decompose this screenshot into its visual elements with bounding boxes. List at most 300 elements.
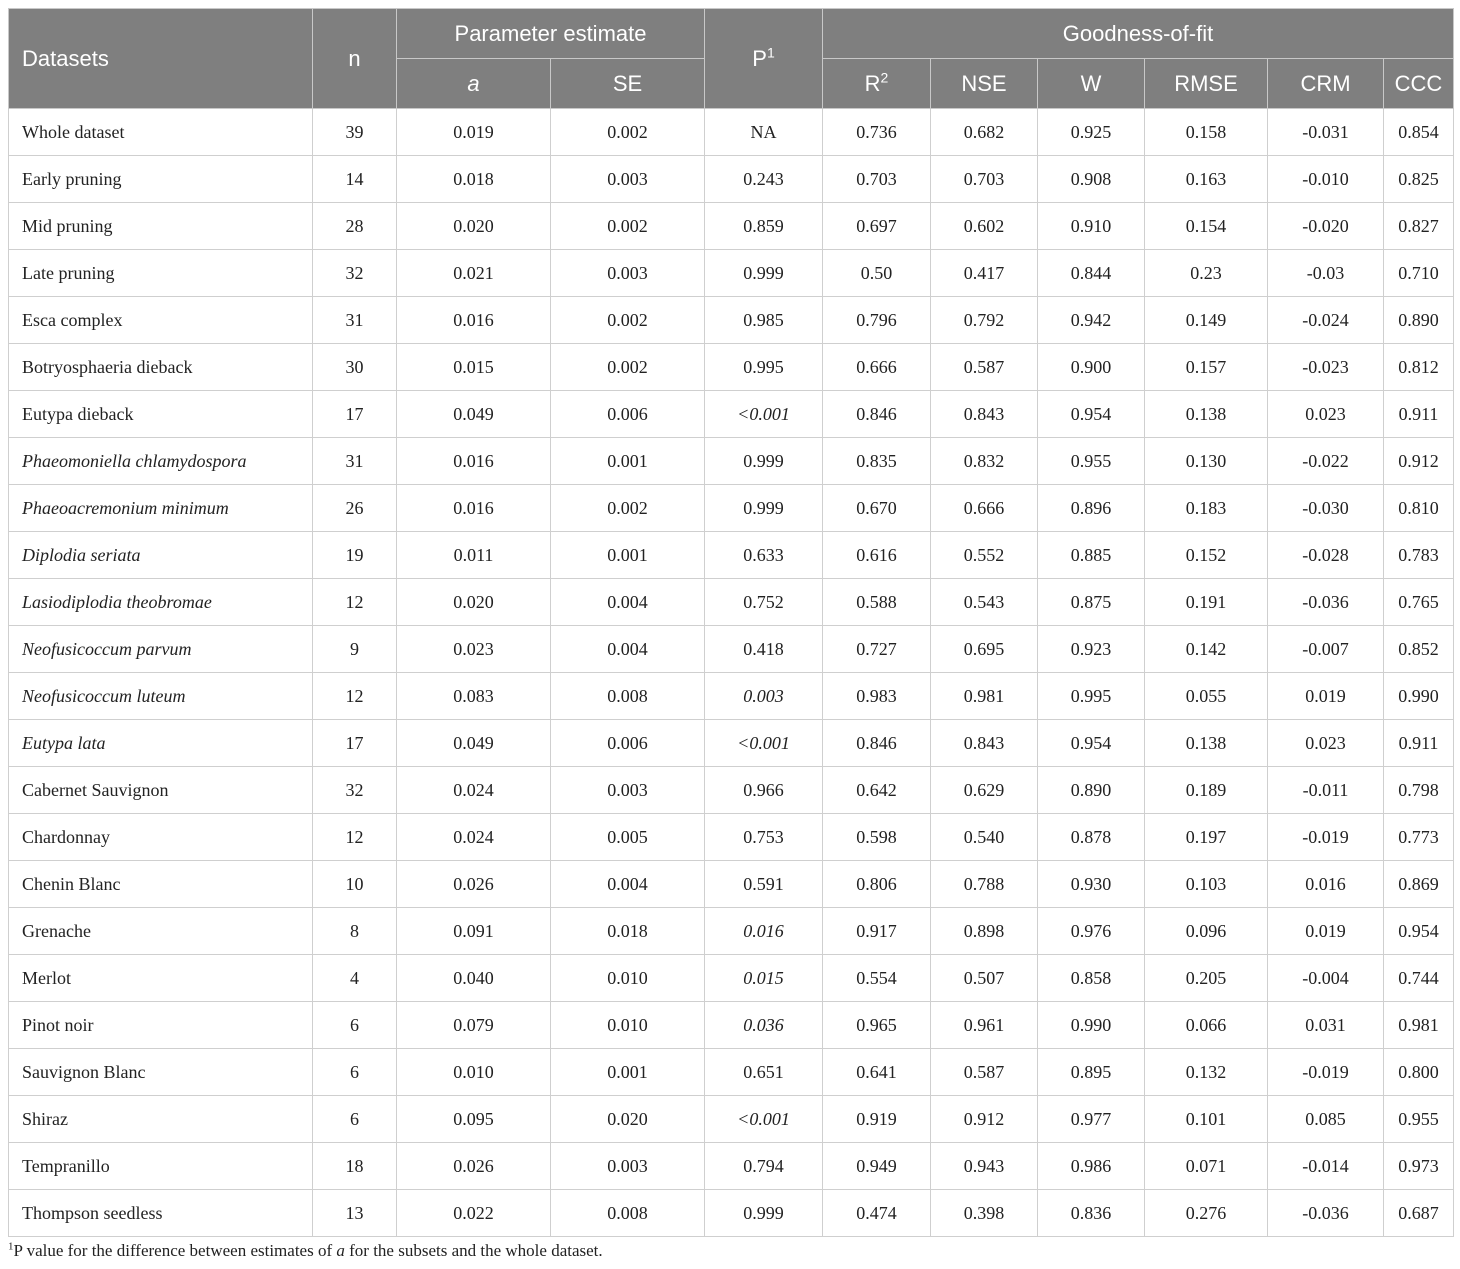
cell-w: 0.976: [1038, 908, 1145, 955]
cell-w: 0.875: [1038, 579, 1145, 626]
cell-rmse: 0.138: [1145, 720, 1268, 767]
header-p-superscript: 1: [766, 44, 775, 61]
cell-name: Chenin Blanc: [9, 861, 313, 908]
cell-crm: -0.028: [1268, 532, 1384, 579]
cell-w: 0.844: [1038, 250, 1145, 297]
cell-r2: 0.806: [823, 861, 931, 908]
cell-a: 0.083: [397, 673, 551, 720]
cell-n: 19: [313, 532, 397, 579]
cell-se: 0.001: [551, 438, 705, 485]
cell-n: 12: [313, 579, 397, 626]
table-header: [9, 9, 1454, 109]
cell-ccc: 0.744: [1384, 955, 1454, 1002]
cell-a: 0.095: [397, 1096, 551, 1143]
cell-ccc: 0.869: [1384, 861, 1454, 908]
cell-crm: -0.023: [1268, 344, 1384, 391]
cell-se: 0.003: [551, 767, 705, 814]
table-row: [9, 626, 1454, 673]
cell-r2: 0.697: [823, 203, 931, 250]
table-row: [9, 814, 1454, 861]
cell-w: 0.990: [1038, 1002, 1145, 1049]
table-row: [9, 673, 1454, 720]
cell-name: Chardonnay: [9, 814, 313, 861]
cell-crm: 0.031: [1268, 1002, 1384, 1049]
table-row: [9, 861, 1454, 908]
table-row: [9, 109, 1454, 156]
cell-ccc: 0.798: [1384, 767, 1454, 814]
cell-nse: 0.666: [931, 485, 1038, 532]
cell-nse: 0.507: [931, 955, 1038, 1002]
cell-rmse: 0.152: [1145, 532, 1268, 579]
cell-n: 13: [313, 1190, 397, 1237]
cell-name: Neofusicoccum parvum: [9, 626, 313, 673]
cell-rmse: 0.197: [1145, 814, 1268, 861]
cell-ccc: 0.890: [1384, 297, 1454, 344]
cell-se: 0.002: [551, 344, 705, 391]
cell-crm: 0.019: [1268, 673, 1384, 720]
table-row: [9, 485, 1454, 532]
cell-w: 0.858: [1038, 955, 1145, 1002]
cell-ccc: 0.911: [1384, 720, 1454, 767]
cell-a: 0.016: [397, 297, 551, 344]
cell-ccc: 0.825: [1384, 156, 1454, 203]
cell-crm: 0.019: [1268, 908, 1384, 955]
cell-crm: -0.024: [1268, 297, 1384, 344]
cell-p: 0.999: [705, 485, 823, 532]
table-row: [9, 156, 1454, 203]
cell-name: Late pruning: [9, 250, 313, 297]
footnote-italic-a: a: [336, 1241, 345, 1260]
cell-ccc: 0.854: [1384, 109, 1454, 156]
cell-name: Diplodia seriata: [9, 532, 313, 579]
cell-se: 0.006: [551, 391, 705, 438]
cell-nse: 0.629: [931, 767, 1038, 814]
cell-name: Whole dataset: [9, 109, 313, 156]
cell-crm: -0.007: [1268, 626, 1384, 673]
cell-p: 0.591: [705, 861, 823, 908]
cell-ccc: 0.990: [1384, 673, 1454, 720]
cell-w: 0.895: [1038, 1049, 1145, 1096]
cell-ccc: 0.955: [1384, 1096, 1454, 1143]
cell-w: 0.836: [1038, 1190, 1145, 1237]
cell-r2: 0.50: [823, 250, 931, 297]
cell-n: 17: [313, 720, 397, 767]
cell-w: 0.954: [1038, 391, 1145, 438]
cell-crm: 0.023: [1268, 391, 1384, 438]
cell-n: 6: [313, 1049, 397, 1096]
cell-r2: 0.917: [823, 908, 931, 955]
cell-name: Lasiodiplodia theobromae: [9, 579, 313, 626]
cell-a: 0.024: [397, 767, 551, 814]
cell-n: 28: [313, 203, 397, 250]
header-n: n: [313, 9, 397, 109]
cell-se: 0.004: [551, 861, 705, 908]
cell-n: 10: [313, 861, 397, 908]
cell-crm: 0.016: [1268, 861, 1384, 908]
cell-crm: -0.011: [1268, 767, 1384, 814]
cell-se: 0.003: [551, 156, 705, 203]
cell-w: 0.925: [1038, 109, 1145, 156]
cell-a: 0.018: [397, 156, 551, 203]
cell-se: 0.002: [551, 297, 705, 344]
cell-se: 0.020: [551, 1096, 705, 1143]
cell-rmse: 0.130: [1145, 438, 1268, 485]
cell-nse: 0.540: [931, 814, 1038, 861]
cell-se: 0.010: [551, 1002, 705, 1049]
cell-p: NA: [705, 109, 823, 156]
cell-n: 31: [313, 438, 397, 485]
cell-nse: 0.898: [931, 908, 1038, 955]
cell-p: <0.001: [705, 720, 823, 767]
cell-ccc: 0.827: [1384, 203, 1454, 250]
table-row: [9, 1049, 1454, 1096]
cell-nse: 0.543: [931, 579, 1038, 626]
cell-w: 0.908: [1038, 156, 1145, 203]
cell-n: 17: [313, 391, 397, 438]
table-row: [9, 532, 1454, 579]
cell-ccc: 0.710: [1384, 250, 1454, 297]
cell-name: Tempranillo: [9, 1143, 313, 1190]
cell-n: 30: [313, 344, 397, 391]
cell-rmse: 0.096: [1145, 908, 1268, 955]
cell-crm: -0.004: [1268, 955, 1384, 1002]
cell-r2: 0.598: [823, 814, 931, 861]
cell-nse: 0.682: [931, 109, 1038, 156]
header-r2: [823, 59, 931, 109]
table-row: [9, 1143, 1454, 1190]
cell-crm: -0.03: [1268, 250, 1384, 297]
cell-nse: 0.587: [931, 344, 1038, 391]
cell-name: Sauvignon Blanc: [9, 1049, 313, 1096]
cell-a: 0.040: [397, 955, 551, 1002]
cell-crm: 0.085: [1268, 1096, 1384, 1143]
cell-ccc: 0.812: [1384, 344, 1454, 391]
header-crm: CRM: [1268, 59, 1384, 109]
cell-a: 0.026: [397, 861, 551, 908]
cell-p: 0.794: [705, 1143, 823, 1190]
cell-se: 0.002: [551, 109, 705, 156]
cell-a: 0.016: [397, 438, 551, 485]
header-parameter-estimate: Parameter estimate: [397, 9, 705, 59]
cell-w: 0.885: [1038, 532, 1145, 579]
cell-crm: 0.023: [1268, 720, 1384, 767]
cell-p: 0.003: [705, 673, 823, 720]
cell-p: 0.418: [705, 626, 823, 673]
cell-w: 0.930: [1038, 861, 1145, 908]
cell-rmse: 0.142: [1145, 626, 1268, 673]
cell-rmse: 0.149: [1145, 297, 1268, 344]
table-row: [9, 1096, 1454, 1143]
cell-a: 0.023: [397, 626, 551, 673]
cell-p: 0.985: [705, 297, 823, 344]
cell-r2: 0.846: [823, 391, 931, 438]
cell-rmse: 0.138: [1145, 391, 1268, 438]
cell-nse: 0.832: [931, 438, 1038, 485]
cell-rmse: 0.154: [1145, 203, 1268, 250]
cell-r2: 0.642: [823, 767, 931, 814]
header-ccc: CCC: [1384, 59, 1454, 109]
cell-ccc: 0.810: [1384, 485, 1454, 532]
table-row: [9, 579, 1454, 626]
cell-se: 0.010: [551, 955, 705, 1002]
cell-crm: -0.019: [1268, 814, 1384, 861]
table-row: [9, 344, 1454, 391]
cell-nse: 0.843: [931, 720, 1038, 767]
cell-r2: 0.554: [823, 955, 931, 1002]
cell-se: 0.006: [551, 720, 705, 767]
cell-n: 4: [313, 955, 397, 1002]
cell-ccc: 0.765: [1384, 579, 1454, 626]
footnote-text-2: for the subsets and the whole dataset.: [344, 1241, 603, 1260]
cell-rmse: 0.071: [1145, 1143, 1268, 1190]
cell-nse: 0.695: [931, 626, 1038, 673]
footnote-text-1: P value for the difference between estimates of: [13, 1241, 337, 1260]
cell-a: 0.021: [397, 250, 551, 297]
header-se: SE: [551, 59, 705, 109]
cell-n: 39: [313, 109, 397, 156]
cell-p: 0.752: [705, 579, 823, 626]
cell-a: 0.049: [397, 720, 551, 767]
cell-w: 0.955: [1038, 438, 1145, 485]
cell-p: 0.243: [705, 156, 823, 203]
cell-p: 0.016: [705, 908, 823, 955]
cell-rmse: 0.103: [1145, 861, 1268, 908]
cell-w: 0.986: [1038, 1143, 1145, 1190]
cell-r2: 0.736: [823, 109, 931, 156]
cell-r2: 0.835: [823, 438, 931, 485]
cell-se: 0.001: [551, 532, 705, 579]
cell-n: 12: [313, 814, 397, 861]
cell-ccc: 0.800: [1384, 1049, 1454, 1096]
cell-n: 8: [313, 908, 397, 955]
cell-a: 0.010: [397, 1049, 551, 1096]
cell-n: 6: [313, 1096, 397, 1143]
cell-se: 0.005: [551, 814, 705, 861]
table-row: [9, 438, 1454, 485]
cell-r2: 0.670: [823, 485, 931, 532]
header-nse: NSE: [931, 59, 1038, 109]
cell-rmse: 0.101: [1145, 1096, 1268, 1143]
cell-r2: 0.474: [823, 1190, 931, 1237]
cell-rmse: 0.055: [1145, 673, 1268, 720]
cell-r2: 0.616: [823, 532, 931, 579]
header-rmse: RMSE: [1145, 59, 1268, 109]
cell-name: Eutypa dieback: [9, 391, 313, 438]
cell-a: 0.024: [397, 814, 551, 861]
cell-a: 0.016: [397, 485, 551, 532]
cell-name: Neofusicoccum luteum: [9, 673, 313, 720]
cell-se: 0.004: [551, 626, 705, 673]
cell-nse: 0.703: [931, 156, 1038, 203]
cell-ccc: 0.981: [1384, 1002, 1454, 1049]
cell-ccc: 0.783: [1384, 532, 1454, 579]
cell-rmse: 0.191: [1145, 579, 1268, 626]
table-row: [9, 1190, 1454, 1237]
cell-n: 18: [313, 1143, 397, 1190]
cell-p: 0.651: [705, 1049, 823, 1096]
cell-p: 0.999: [705, 1190, 823, 1237]
table-row: [9, 908, 1454, 955]
cell-w: 0.900: [1038, 344, 1145, 391]
cell-a: 0.026: [397, 1143, 551, 1190]
cell-rmse: 0.066: [1145, 1002, 1268, 1049]
cell-se: 0.008: [551, 1190, 705, 1237]
cell-nse: 0.398: [931, 1190, 1038, 1237]
cell-name: Phaeomoniella chlamydospora: [9, 438, 313, 485]
table-row: [9, 391, 1454, 438]
cell-name: Botryosphaeria dieback: [9, 344, 313, 391]
cell-rmse: 0.205: [1145, 955, 1268, 1002]
cell-se: 0.003: [551, 250, 705, 297]
cell-a: 0.079: [397, 1002, 551, 1049]
cell-p: 0.036: [705, 1002, 823, 1049]
header-a: a: [397, 59, 551, 109]
header-goodness-of-fit: Goodness-of-fit: [823, 9, 1454, 59]
cell-a: 0.022: [397, 1190, 551, 1237]
cell-r2: 0.949: [823, 1143, 931, 1190]
cell-n: 31: [313, 297, 397, 344]
cell-rmse: 0.189: [1145, 767, 1268, 814]
cell-w: 0.954: [1038, 720, 1145, 767]
table-row: [9, 767, 1454, 814]
goodness-of-fit-table: [8, 8, 1454, 1237]
table-row: [9, 1002, 1454, 1049]
cell-a: 0.049: [397, 391, 551, 438]
cell-r2: 0.588: [823, 579, 931, 626]
table-body: [9, 109, 1454, 1237]
cell-w: 0.878: [1038, 814, 1145, 861]
cell-se: 0.002: [551, 203, 705, 250]
cell-w: 0.942: [1038, 297, 1145, 344]
cell-crm: -0.014: [1268, 1143, 1384, 1190]
cell-crm: -0.036: [1268, 579, 1384, 626]
header-r2-base: R: [864, 70, 881, 96]
cell-nse: 0.417: [931, 250, 1038, 297]
cell-nse: 0.981: [931, 673, 1038, 720]
cell-name: Cabernet Sauvignon: [9, 767, 313, 814]
cell-name: Merlot: [9, 955, 313, 1002]
cell-n: 9: [313, 626, 397, 673]
cell-a: 0.019: [397, 109, 551, 156]
cell-nse: 0.552: [931, 532, 1038, 579]
cell-r2: 0.703: [823, 156, 931, 203]
cell-p: 0.966: [705, 767, 823, 814]
cell-ccc: 0.973: [1384, 1143, 1454, 1190]
cell-ccc: 0.852: [1384, 626, 1454, 673]
cell-nse: 0.843: [931, 391, 1038, 438]
table-row: [9, 250, 1454, 297]
cell-nse: 0.961: [931, 1002, 1038, 1049]
cell-p: 0.859: [705, 203, 823, 250]
cell-ccc: 0.911: [1384, 391, 1454, 438]
cell-ccc: 0.912: [1384, 438, 1454, 485]
cell-crm: -0.022: [1268, 438, 1384, 485]
cell-name: Phaeoacremonium minimum: [9, 485, 313, 532]
cell-a: 0.015: [397, 344, 551, 391]
header-p-base: P: [752, 45, 767, 71]
cell-name: Eutypa lata: [9, 720, 313, 767]
cell-crm: -0.010: [1268, 156, 1384, 203]
cell-p: 0.999: [705, 250, 823, 297]
cell-nse: 0.792: [931, 297, 1038, 344]
cell-rmse: 0.23: [1145, 250, 1268, 297]
cell-name: Esca complex: [9, 297, 313, 344]
cell-n: 12: [313, 673, 397, 720]
cell-se: 0.018: [551, 908, 705, 955]
cell-w: 0.977: [1038, 1096, 1145, 1143]
table-row: [9, 297, 1454, 344]
cell-r2: 0.796: [823, 297, 931, 344]
header-p: [705, 9, 823, 109]
results-table-container: [8, 8, 1453, 1261]
cell-rmse: 0.132: [1145, 1049, 1268, 1096]
cell-rmse: 0.157: [1145, 344, 1268, 391]
cell-nse: 0.943: [931, 1143, 1038, 1190]
cell-a: 0.011: [397, 532, 551, 579]
cell-se: 0.003: [551, 1143, 705, 1190]
cell-w: 0.910: [1038, 203, 1145, 250]
cell-nse: 0.587: [931, 1049, 1038, 1096]
cell-n: 32: [313, 250, 397, 297]
cell-p: 0.633: [705, 532, 823, 579]
cell-ccc: 0.954: [1384, 908, 1454, 955]
cell-w: 0.896: [1038, 485, 1145, 532]
cell-name: Early pruning: [9, 156, 313, 203]
cell-r2: 0.727: [823, 626, 931, 673]
cell-r2: 0.919: [823, 1096, 931, 1143]
cell-crm: -0.036: [1268, 1190, 1384, 1237]
cell-w: 0.995: [1038, 673, 1145, 720]
cell-n: 6: [313, 1002, 397, 1049]
cell-nse: 0.602: [931, 203, 1038, 250]
cell-name: Mid pruning: [9, 203, 313, 250]
cell-se: 0.001: [551, 1049, 705, 1096]
footnote-marker: 1: [8, 1240, 14, 1253]
cell-se: 0.004: [551, 579, 705, 626]
cell-r2: 0.666: [823, 344, 931, 391]
cell-crm: -0.031: [1268, 109, 1384, 156]
cell-rmse: 0.276: [1145, 1190, 1268, 1237]
cell-name: Shiraz: [9, 1096, 313, 1143]
cell-r2: 0.965: [823, 1002, 931, 1049]
cell-rmse: 0.163: [1145, 156, 1268, 203]
cell-p: 0.015: [705, 955, 823, 1002]
table-row: [9, 955, 1454, 1002]
cell-a: 0.020: [397, 203, 551, 250]
table-row: [9, 720, 1454, 767]
cell-r2: 0.641: [823, 1049, 931, 1096]
cell-p: 0.753: [705, 814, 823, 861]
cell-rmse: 0.158: [1145, 109, 1268, 156]
table-row: [9, 203, 1454, 250]
cell-w: 0.890: [1038, 767, 1145, 814]
cell-n: 32: [313, 767, 397, 814]
header-datasets: Datasets: [9, 9, 313, 109]
cell-n: 26: [313, 485, 397, 532]
cell-p: <0.001: [705, 391, 823, 438]
cell-n: 14: [313, 156, 397, 203]
cell-ccc: 0.687: [1384, 1190, 1454, 1237]
cell-crm: -0.020: [1268, 203, 1384, 250]
cell-nse: 0.788: [931, 861, 1038, 908]
cell-a: 0.020: [397, 579, 551, 626]
cell-se: 0.002: [551, 485, 705, 532]
cell-p: <0.001: [705, 1096, 823, 1143]
cell-nse: 0.912: [931, 1096, 1038, 1143]
cell-r2: 0.983: [823, 673, 931, 720]
cell-p: 0.999: [705, 438, 823, 485]
cell-w: 0.923: [1038, 626, 1145, 673]
